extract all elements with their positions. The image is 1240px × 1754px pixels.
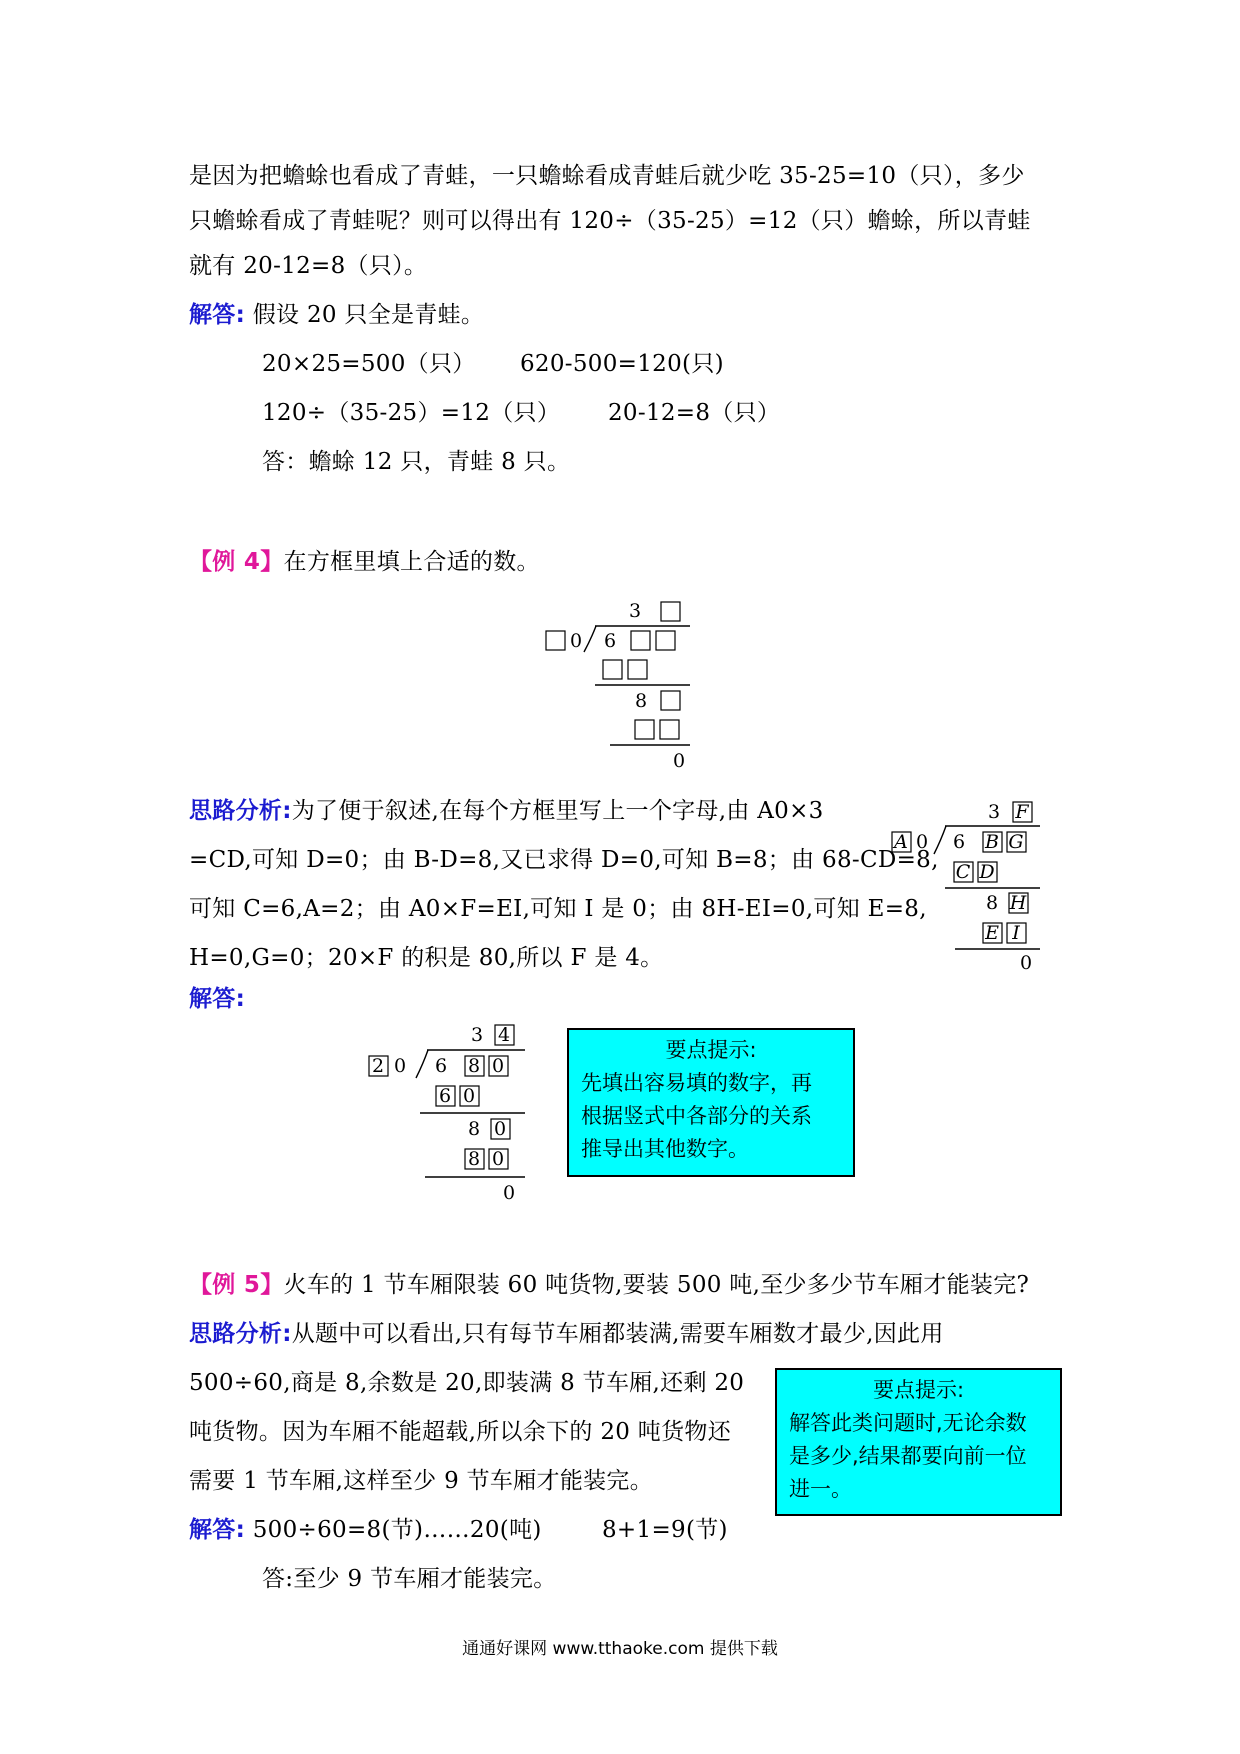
division-bracket (934, 826, 946, 854)
intro-line-1: 是因为把蟾蜍也看成了青蛙，一只蟾蜍看成青蛙后就少吃 35-25=10（只），多少 (189, 163, 1025, 189)
letter-F: F (1015, 801, 1029, 823)
ex3-calc-2a: 120÷（35-25）=12（只） (262, 400, 561, 426)
ex4-answer-line (189, 984, 245, 1014)
solved-dividend-3: 0 (491, 1055, 505, 1077)
ex5-analysis-line-4: 需要 1 节车厢,这样至少 9 节车厢才能装完。 (189, 1468, 654, 1494)
solved-dividend-2: 8 (467, 1055, 481, 1077)
solved-divisor-2: 0 (393, 1055, 407, 1077)
lettered-quotient-digit: 3 (987, 801, 1001, 823)
ex4-analysis-line-1 (189, 796, 824, 826)
solved-product-2a: 8 (467, 1148, 481, 1170)
ex4-answer-label: 解答: (189, 986, 246, 1012)
puzzle-row3-digit: 8 (634, 690, 648, 712)
ex3-final-answer: 答：蟾蜍 12 只，青蛙 8 只。 (262, 449, 571, 475)
ex4-hint-line-2: 根据竖式中各部分的关系 (581, 1104, 812, 1128)
puzzle-box (631, 631, 650, 650)
ex4-hint-line-3: 推导出其他数字。 (581, 1137, 749, 1161)
ex4-lettered-division (890, 795, 1055, 985)
ex5-label: 【例 5】 (189, 1272, 284, 1298)
ex5-hint-box (775, 1368, 1062, 1516)
puzzle-remainder: 0 (672, 750, 686, 770)
ex4-solved-division (365, 1018, 540, 1213)
ex5-calc-b: 8+1=9(节) (602, 1517, 728, 1543)
lettered-row3-eight: 8 (985, 892, 999, 914)
ex4-question: 在方框里填上合适的数。 (283, 549, 540, 575)
intro-line-3: 就有 20-12=8（只）。 (189, 253, 428, 279)
solved-dividend-1: 6 (434, 1055, 448, 1077)
solved-remainder-1a: 8 (467, 1118, 481, 1140)
letter-E: E (985, 922, 999, 944)
puzzle-quotient-digit: 3 (628, 600, 642, 622)
puzzle-divisor-digit: 0 (569, 630, 583, 652)
ex5-answer-line (189, 1515, 542, 1545)
letter-I: I (1012, 922, 1020, 944)
ex3-calc-1a: 20×25=500（只） (262, 351, 476, 377)
ex4-hint-box (567, 1028, 855, 1177)
ex5-hint-line-1: 解答此类问题时,无论余数 (789, 1411, 1027, 1435)
puzzle-dividend-digit: 6 (603, 630, 617, 652)
ex5-hint-title: 要点提示: (872, 1378, 965, 1402)
ex5-answer-label: 解答: (189, 1517, 246, 1543)
ex5-hint-line-2: 是多少,结果都要向前一位 (789, 1444, 1027, 1468)
ex3-answer-label: 解答: (189, 302, 246, 328)
solved-remainder-1b: 0 (493, 1118, 507, 1140)
division-bracket (584, 626, 596, 652)
solved-final-remainder: 0 (502, 1182, 516, 1204)
solved-quotient-2: 4 (497, 1024, 511, 1046)
ex5-analysis-text-1: 从题中可以看出,只有每节车厢都装满,需要车厢数才最少,因此用 (291, 1321, 944, 1347)
intro-line-2: 只蟾蜍看成了青蛙呢？则可以得出有 120÷（35-25）=12（只）蟾蜍，所以青蛙 (189, 208, 1031, 234)
ex5-calc-a: 500÷60=8(节)……20(吨) (252, 1517, 542, 1543)
ex5-hint-line-3: 进一。 (789, 1477, 852, 1501)
lettered-divisor-zero: 0 (915, 831, 929, 853)
puzzle-box (661, 691, 680, 710)
ex5-analysis-line-1 (189, 1319, 944, 1349)
puzzle-box (546, 631, 565, 650)
lettered-remainder: 0 (1019, 952, 1033, 974)
ex5-question-line (189, 1270, 1029, 1300)
puzzle-box (661, 602, 680, 621)
ex3-answer-line (189, 300, 484, 330)
puzzle-box (656, 631, 675, 650)
ex4-analysis-text-1: 为了便于叙述,在每个方框里写上一个字母,由 A0×3 (291, 798, 824, 824)
ex5-final-answer: 答:至少 9 节车厢才能装完。 (262, 1566, 557, 1592)
puzzle-box (635, 720, 654, 739)
ex3-answer-text: 假设 20 只全是青蛙。 (252, 302, 485, 328)
ex3-calc-1b: 620-500=120(只) (520, 351, 724, 377)
ex3-calc-2b: 20-12=8（只） (608, 400, 781, 426)
ex5-analysis-label: 思路分析: (189, 1321, 292, 1347)
puzzle-box (603, 660, 622, 679)
ex4-question-line (189, 547, 540, 577)
letter-C: C (955, 861, 971, 883)
ex4-label: 【例 4】 (189, 549, 284, 575)
puzzle-box (628, 660, 647, 679)
letter-H: H (1009, 892, 1027, 914)
ex4-analysis-line-2: =CD,可知 D=0；由 B-D=8,又已求得 D=0,可知 B=8；由 68-CD=8, (189, 847, 939, 873)
solved-product-1b: 0 (462, 1085, 476, 1107)
solved-divisor-1: 2 (371, 1055, 385, 1077)
puzzle-box (660, 720, 679, 739)
lettered-dividend-six: 6 (952, 831, 966, 853)
solved-product-1a: 6 (438, 1085, 452, 1107)
ex5-analysis-line-3: 吨货物。因为车厢不能超载,所以余下的 20 吨货物还 (189, 1419, 731, 1445)
letter-A: A (894, 831, 908, 853)
division-bracket (416, 1050, 428, 1078)
ex4-analysis-line-4: H=0,G=0；20×F 的积是 80,所以 F 是 4。 (189, 945, 664, 971)
letter-G: G (1008, 831, 1024, 853)
ex4-hint-line-1: 先填出容易填的数字，再 (581, 1071, 812, 1095)
ex4-analysis-line-3: 可知 C=6,A=2；由 A0×F=EI,可知 I 是 0；由 8H-EI=0,可知 E=8, (189, 896, 927, 922)
ex4-analysis-label: 思路分析: (189, 798, 292, 824)
ex4-hint-title: 要点提示: (665, 1038, 757, 1062)
page-footer: 通通好课网 www.tthaoke.com 提供下载 (462, 1639, 778, 1659)
solved-product-2b: 0 (491, 1148, 505, 1170)
letter-D: D (979, 861, 995, 883)
letter-B: B (985, 831, 999, 853)
ex4-puzzle-division (540, 595, 700, 770)
solved-quotient-1: 3 (470, 1024, 484, 1046)
ex5-analysis-line-2: 500÷60,商是 8,余数是 20,即装满 8 节车厢,还剩 20 (189, 1370, 745, 1396)
ex5-question: 火车的 1 节车厢限装 60 吨货物,要装 500 吨,至少多少节车厢才能装完? (283, 1272, 1030, 1298)
